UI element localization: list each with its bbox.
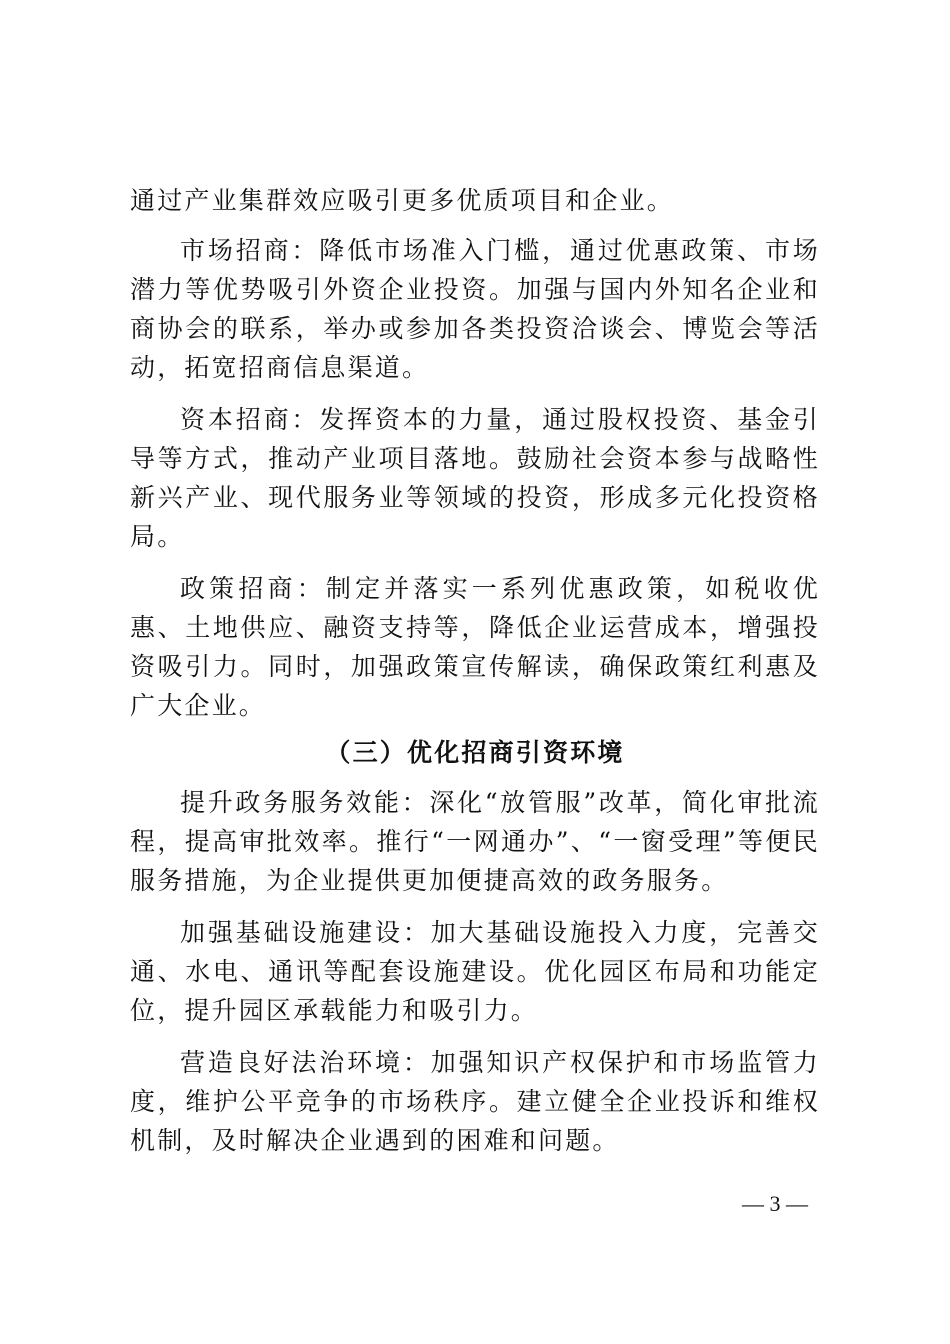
paragraph-legal-environment: 营造良好法治环境：加强知识产权保护和市场监管力度，维护公平竞争的市场秩序。建立健全企业投诉和维权机制，及时解决企业遇到的困难和问题。 — [130, 1048, 820, 1155]
section-heading: （三）优化招商引资环境 — [325, 738, 625, 767]
paragraph-capital-investment: 资本招商：发挥资本的力量，通过股权投资、基金引导等方式，推动产业项目落地。鼓励社会资本参与战略性新兴产业、现代服务业等领域的投资，形成多元化投资格局。 — [130, 405, 820, 551]
paragraph-market-investment: 市场招商：降低市场准入门槛，通过优惠政策、市场潜力等优势吸引外资企业投资。加强与国内外知名企业和商协会的联系，举办或参加各类投资洽谈会、博览会等活动，拓宽招商信息渠道。 — [130, 236, 820, 382]
page-number: — 3 — — [742, 1191, 808, 1216]
paragraph-infrastructure: 加强基础设施建设：加大基础设施投入力度，完善交通、水电、通讯等配套设施建设。优化园区布局和功能定位，提升园区承载能力和吸引力。 — [130, 918, 820, 1025]
paragraph-continuation: 通过产业集群效应吸引更多优质项目和企业。 — [130, 186, 675, 215]
paragraph-policy-investment: 政策招商：制定并落实一系列优惠政策，如税收优惠、土地供应、融资支持等，降低企业运营成本，增强投资吸引力。同时，加强政策宣传解读，确保政策红利惠及广大企业。 — [130, 574, 820, 720]
paragraph-government-services: 提升政务服务效能：深化“放管服”改革，简化审批流程，提高审批效率。推行“一网通办”、“一窗受理”等便民服务措施，为企业提供更加便捷高效的政务服务。 — [130, 788, 820, 895]
document-body — [130, 181, 820, 1160]
